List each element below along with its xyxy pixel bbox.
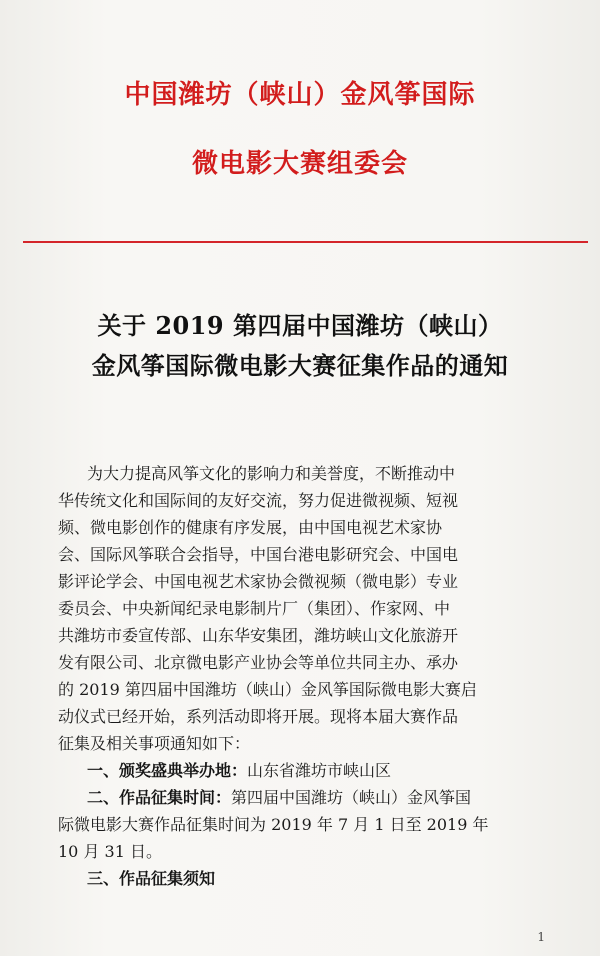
issuer-name-line2: 微电影大赛组委会 — [191, 149, 408, 179]
intro-line-9: 的 2019 第四届中国潍坊（峡山）金风筝国际微电影大赛启 — [58, 680, 477, 699]
notice-title-line1: 关于 2019 第四届中国潍坊（峡山） — [97, 311, 503, 340]
page-number: 1 — [537, 930, 545, 944]
item-2-line-1 — [87, 788, 471, 808]
item-1 — [87, 761, 391, 781]
intro-line-3: 频、微电影创作的健康有序发展，由中国电视艺术家协 — [58, 518, 443, 537]
item-2-label: 二、作品征集时间： — [87, 788, 232, 807]
item-2-text-1: 第四届中国潍坊（峡山）金风筝国 — [231, 788, 472, 807]
issuer-name-line1: 中国潍坊（峡山）金风筝国际 — [124, 80, 476, 110]
item-1-value: 山东省潍坊市峡山区 — [247, 761, 392, 780]
intro-line-8: 发有限公司、北京微电影产业协会等单位共同主办、承办 — [58, 653, 459, 672]
item-2-line-2: 际微电影大赛作品征集时间为 2019 年 7 月 1 日至 2019 年 — [58, 815, 489, 834]
intro-line-11: 征集及相关事项通知如下： — [58, 734, 251, 753]
notice-title-line2: 金风筝国际微电影大赛征集作品的通知 — [91, 351, 509, 380]
intro-line-10: 动仪式已经开始，系列活动即将开展。现将本届大赛作品 — [58, 707, 459, 726]
intro-line-6: 委员会、中央新闻纪录电影制片厂（集团）、作家网、中 — [58, 599, 451, 618]
intro-line-4: 会、国际风筝联合会指导，中国台港电影研究会、中国电 — [58, 545, 459, 564]
intro-line-2: 华传统文化和国际间的友好交流，努力促进微视频、短视 — [58, 491, 459, 510]
item-1-label: 一、颁奖盛典举办地： — [87, 761, 248, 780]
red-divider-line — [23, 241, 588, 243]
item-2-line-3: 10 月 31 日。 — [58, 842, 162, 861]
intro-line-1: 为大力提高风筝文化的影响力和美誉度，不断推动中 — [87, 464, 456, 483]
item-3-label: 三、作品征集须知 — [87, 869, 216, 888]
intro-line-7: 共潍坊市委宣传部、山东华安集团，潍坊峡山文化旅游开 — [58, 626, 459, 645]
item-3 — [87, 869, 215, 889]
intro-line-5: 影评论学会、中国电视艺术家协会微视频（微电影）专业 — [58, 572, 459, 591]
